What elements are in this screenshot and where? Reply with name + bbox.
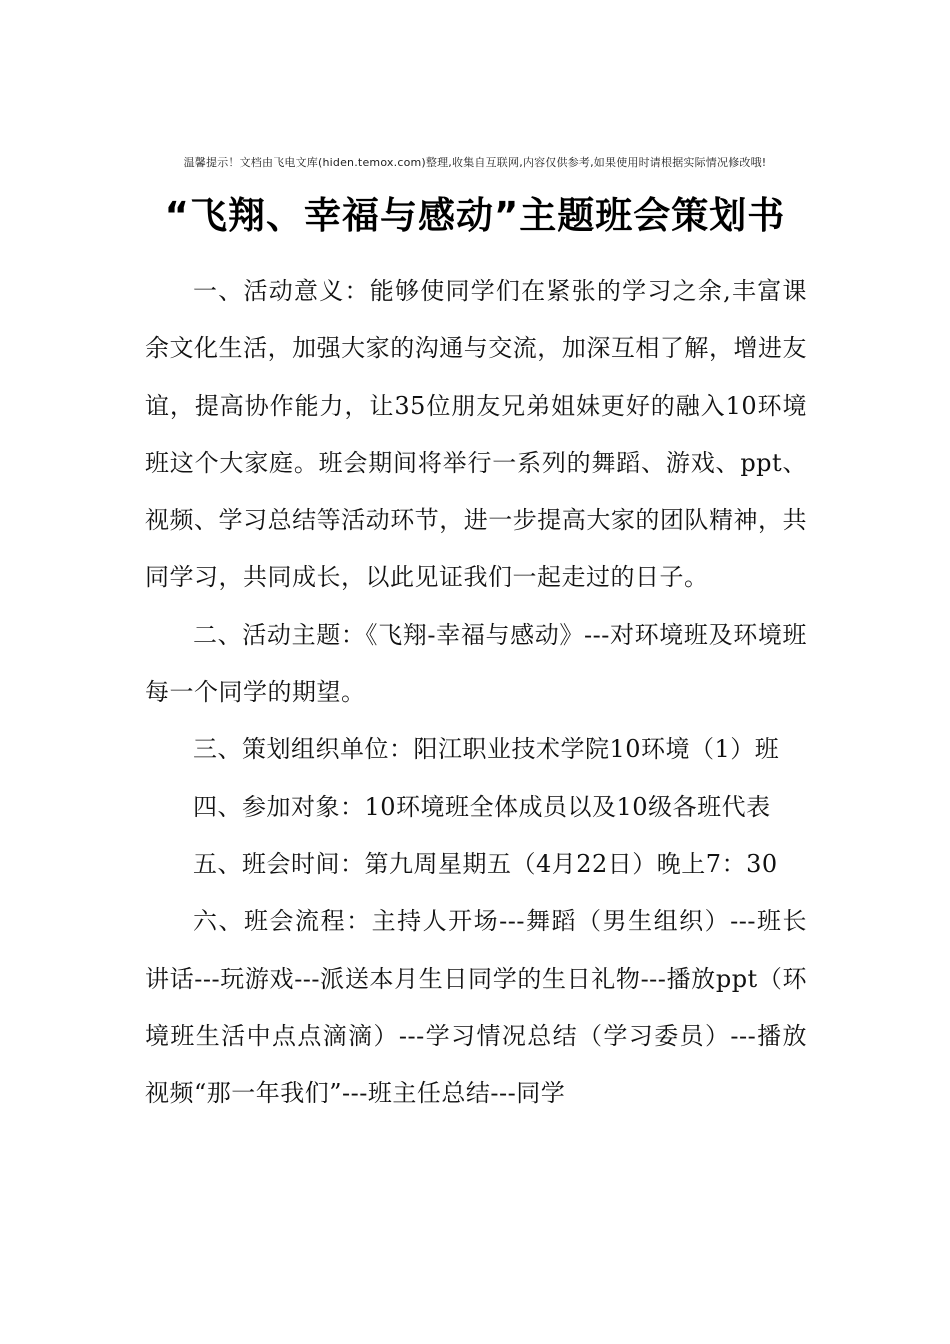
paragraph-meeting-process: 六、班会流程：主持人开场---舞蹈（男生组织）---班长讲话---玩游戏---派送本月生日同学的生日礼物---播放ppt（环境班生活中点点滴滴）---学习情况总结（学习委员）---播放视频“那一年我们”---班主任总结---同学 xyxy=(145,907,807,1108)
header-notice: 温馨提示！文档由飞电文库(hiden.temox.com)整理,收集自互联网,内容仅供参考,如果使用时请根据实际情况修改哦! xyxy=(183,156,767,169)
paragraph-meeting-time: 五、班会时间：第九周星期五（4月22日）晚上7：30 xyxy=(193,849,778,878)
paragraph-participants: 四、参加对象：10环境班全体成员以及10级各班代表 xyxy=(193,792,771,821)
document-title: “飞翔、幸福与感动”主题班会策划书 xyxy=(164,194,786,237)
paragraph-activity-significance: 一、活动意义：能够使同学们在紧张的学习之余,丰富课余文化生活，加强大家的沟通与交流，加深互相了解，增进友谊，提高协作能力，让35位朋友兄弟姐妹更好的融入10环境班这个大家庭。班会期间将举行一系列的舞蹈、游戏、ppt、视频、学习总结等活动环节，进一步提高大家的团队精神，共同学习，共同成长，以此见证我们一起走过的日子。 xyxy=(145,277,807,592)
document-body xyxy=(145,263,807,1122)
paragraph-activity-theme: 二、活动主题：《飞翔-幸福与感动》---对环境班及环境班每一个同学的期望。 xyxy=(145,620,807,707)
paragraph-organizer: 三、策划组织单位：阳江职业技术学院10环境（1）班 xyxy=(193,735,780,764)
